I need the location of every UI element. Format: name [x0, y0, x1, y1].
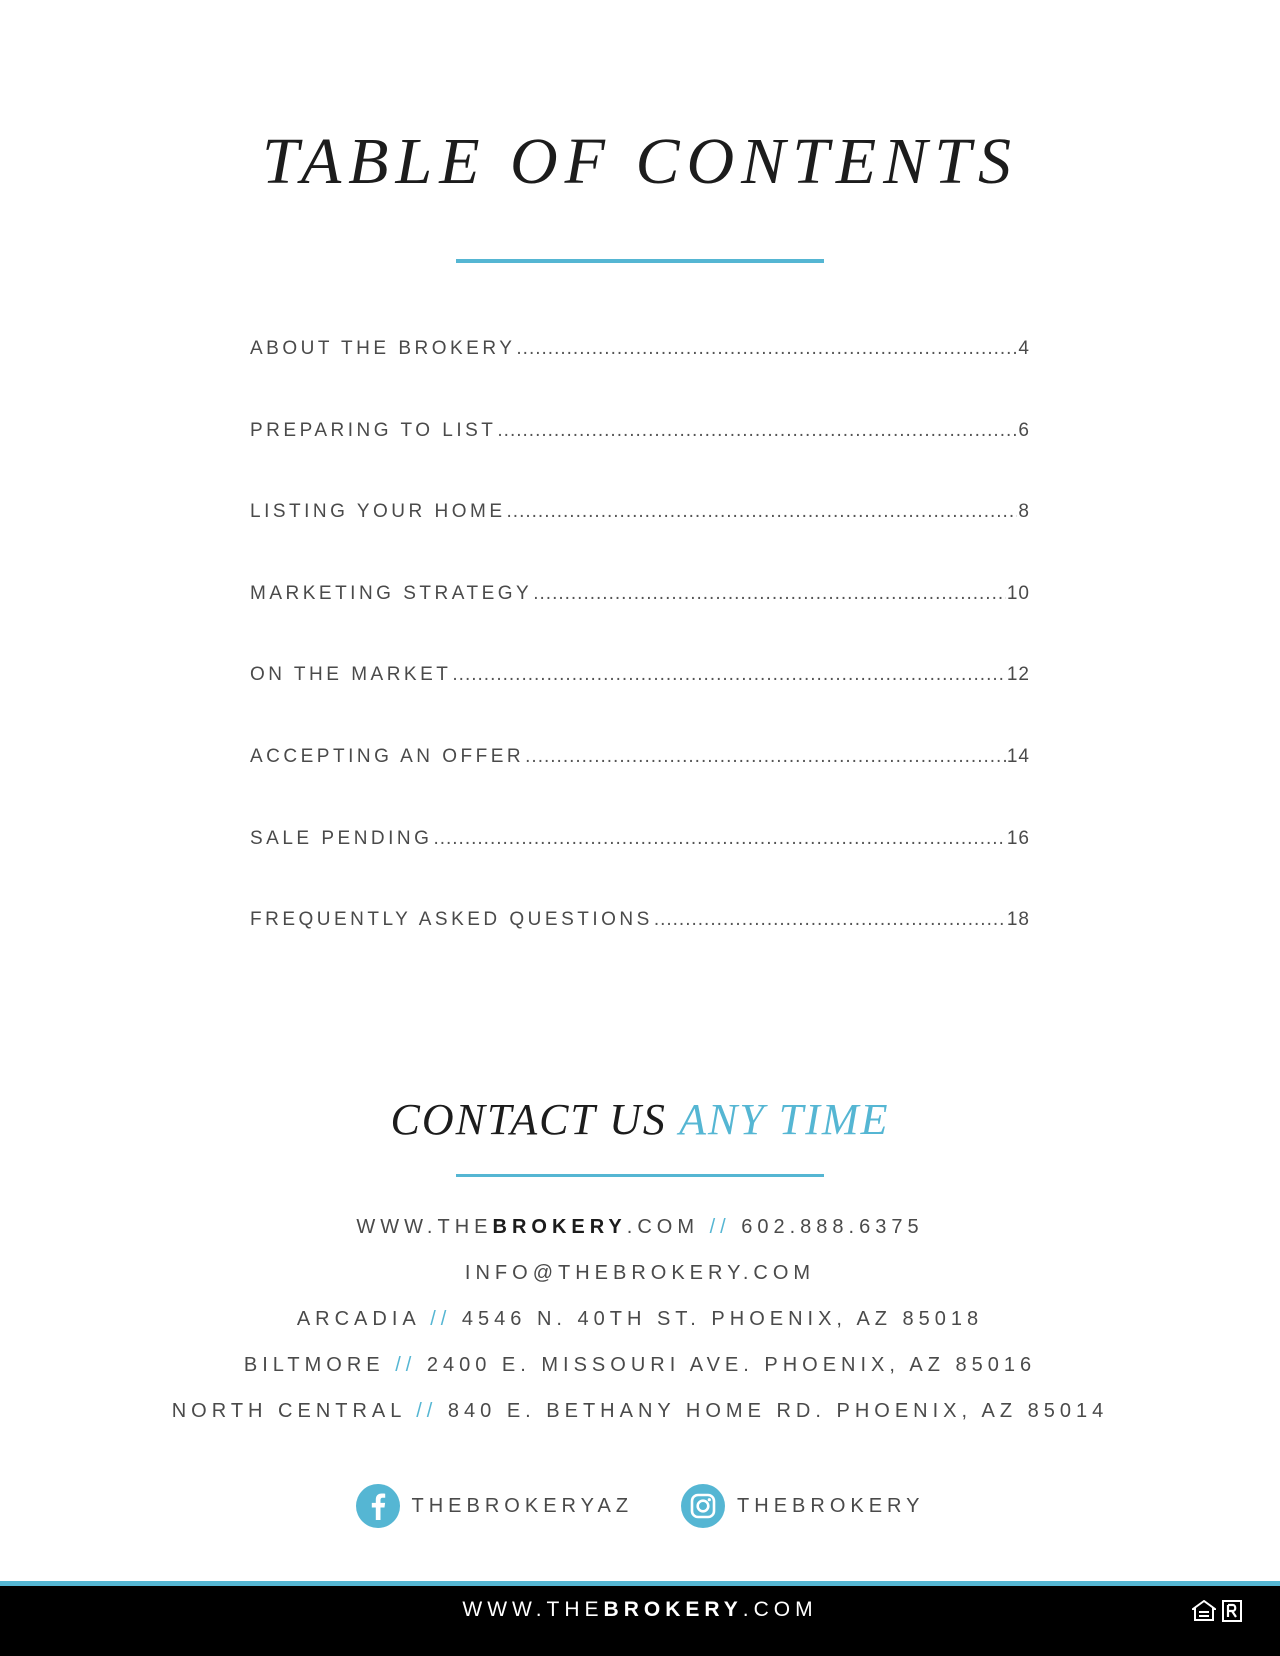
location-address: 840 E. BETHANY HOME RD. PHOENIX, AZ 85014 — [447, 1400, 1109, 1422]
website-suffix: .COM — [626, 1216, 699, 1238]
location-address: 4546 N. 40TH ST. PHOENIX, AZ 85018 — [461, 1308, 984, 1330]
toc-entry-page: 18 — [1006, 909, 1030, 931]
toc-entry[interactable] — [250, 583, 1030, 665]
toc-entry[interactable] — [250, 420, 1030, 502]
location-name: NORTH CENTRAL — [171, 1400, 406, 1422]
location-address: 2400 E. MISSOURI AVE. PHOENIX, AZ 85016 — [426, 1354, 1037, 1376]
separator: // — [395, 1354, 417, 1376]
toc-entry-label: SALE PENDING — [250, 827, 433, 849]
toc-list — [250, 338, 1030, 991]
contact-title-accent: ANY TIME — [679, 1095, 890, 1144]
footer-url-suffix: .COM — [742, 1598, 818, 1621]
social-links — [0, 1484, 1280, 1528]
location-name: BILTMORE — [243, 1354, 385, 1376]
realtor-icon — [1222, 1600, 1242, 1622]
contact-email-line — [0, 1256, 1280, 1302]
footer-url-bold: BROKERY — [603, 1598, 743, 1621]
footer-url-prefix: WWW.THE — [462, 1598, 604, 1621]
toc-entry[interactable] — [250, 909, 1030, 991]
toc-entry-page: 16 — [1006, 827, 1030, 849]
contact-lines — [0, 1210, 1280, 1440]
separator: // — [430, 1308, 452, 1330]
toc-entry-label: MARKETING STRATEGY — [250, 582, 533, 604]
facebook-icon — [356, 1484, 400, 1528]
contact-web-phone-line — [0, 1210, 1280, 1256]
instagram-link[interactable] — [681, 1484, 924, 1528]
footer-url[interactable] — [0, 1586, 1280, 1634]
phone-link[interactable]: 602.888.6375 — [741, 1216, 924, 1238]
toc-entry[interactable] — [250, 828, 1030, 910]
facebook-handle: THEBROKERYAZ — [411, 1494, 634, 1517]
toc-entry-label: ON THE MARKET — [250, 664, 452, 686]
toc-entry[interactable] — [250, 746, 1030, 828]
toc-title: TABLE OF CONTENTS — [262, 125, 1018, 198]
toc-entry-page: 8 — [1018, 501, 1030, 523]
footer-logos — [1192, 1600, 1242, 1622]
instagram-icon — [681, 1484, 725, 1528]
toc-leader-dots — [497, 420, 1017, 442]
toc-entry-page: 10 — [1006, 582, 1030, 604]
toc-entry-label: LISTING YOUR HOME — [250, 501, 506, 523]
toc-leader-dots — [516, 338, 1017, 360]
toc-entry-label: ABOUT THE BROKERY — [250, 338, 516, 359]
separator: // — [709, 1216, 731, 1238]
facebook-link[interactable] — [356, 1484, 634, 1528]
locations — [0, 1302, 1280, 1440]
location-line — [0, 1394, 1280, 1440]
title-divider — [456, 259, 824, 263]
toc-leader-dots — [433, 828, 1005, 850]
footer — [0, 1586, 1280, 1656]
equal-housing-icon — [1192, 1600, 1216, 1622]
website-bold: BROKERY — [492, 1216, 627, 1238]
contact-divider — [456, 1174, 824, 1177]
toc-entry-label: PREPARING TO LIST — [250, 419, 497, 441]
toc-leader-dots — [507, 501, 1018, 523]
location-name: ARCADIA — [296, 1308, 420, 1330]
separator: // — [416, 1400, 438, 1422]
website-link[interactable] — [356, 1216, 699, 1238]
toc-leader-dots — [452, 664, 1005, 686]
contact-title-main: CONTACT US — [390, 1095, 667, 1144]
toc-entry[interactable] — [250, 501, 1030, 583]
toc-entry-label: FREQUENTLY ASKED QUESTIONS — [250, 909, 653, 931]
location-line — [0, 1302, 1280, 1348]
toc-entry[interactable] — [250, 338, 1030, 420]
website-prefix: WWW.THE — [356, 1216, 493, 1238]
location-line — [0, 1348, 1280, 1394]
toc-entry-page: 14 — [1006, 745, 1030, 767]
instagram-handle: THEBROKERY — [737, 1494, 925, 1517]
toc-leader-dots — [533, 583, 1006, 605]
toc-leader-dots — [654, 909, 1006, 931]
toc-leader-dots — [525, 746, 1006, 768]
email-link[interactable]: INFO@THEBROKERY.COM — [464, 1262, 816, 1284]
contact-title — [0, 1094, 1280, 1145]
toc-entry-page: 12 — [1006, 664, 1030, 686]
toc-entry-label: ACCEPTING AN OFFER — [250, 745, 525, 767]
toc-entry[interactable] — [250, 664, 1030, 746]
toc-entry-page: 6 — [1018, 419, 1030, 441]
toc-entry-page: 4 — [1018, 338, 1030, 359]
